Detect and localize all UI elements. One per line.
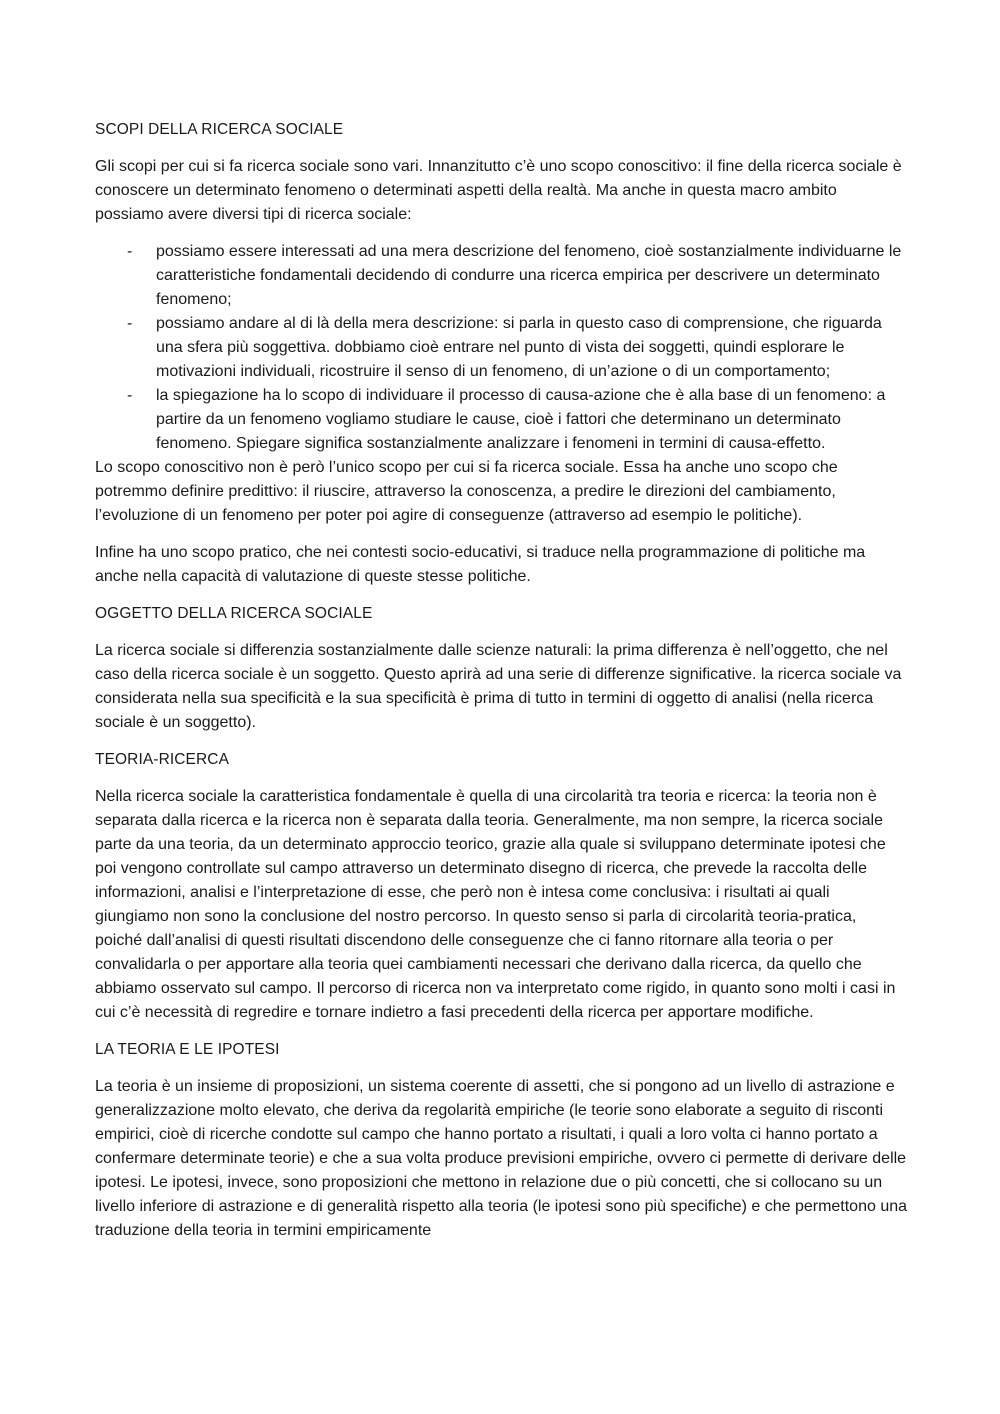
list-item bbox=[95, 312, 907, 384]
list-item-text: possiamo essere interessati ad una mera descrizione del fenomeno, cioè sostanzialmente individuarne le caratteristiche fondamentali decidendo di condurre una ricerca empirica per descrivere un determinato fenomeno; bbox=[156, 243, 902, 308]
dash-bullet: - bbox=[127, 243, 133, 260]
paragraph-scopo-pratico: Infine ha uno scopo pratico, che nei contesti socio-educativi, si traduce nella programmazione di politiche ma anche nella capacità di valutazione di queste stesse politiche. bbox=[95, 544, 866, 585]
paragraph-oggetto: La ricerca sociale si differenzia sostanzialmente dalle scienze naturali: la prima differenza è nell’oggetto, che nel caso della ricerca sociale è un soggetto. Questo aprirà ad una serie di differenze significative. la ricerca sociale va considerata nella sua specificità e la sua specificità è prima di tutto in termini di oggetto di analisi (nella ricerca sociale è un soggetto). bbox=[95, 642, 902, 731]
section-heading-scopi: SCOPI DELLA RICERCA SOCIALE bbox=[95, 121, 344, 138]
list-item-text: possiamo andare al di là della mera descrizione: si parla in questo caso di comprensione, che riguarda una sfera più soggettiva. dobbiamo cioè entrare nel punto di vista dei soggetti, quindi esplorare le motivazioni individuali, ricostruire il senso di un fenomeno, di un’azione o di un comportamento; bbox=[156, 315, 882, 380]
list-item bbox=[95, 240, 907, 312]
list-item bbox=[95, 384, 907, 456]
paragraph-teoria-ipotesi: La teoria è un insieme di proposizioni, un sistema coerente di assetti, che si pongono ad un livello di astrazione e generalizzazione molto elevato, che deriva da regolarità empiriche (le teorie sono elaborate a seguito di risconti empirici, cioè di ricerche condotte sul campo che hanno portato a risultati, i quali a loro volta ci hanno portato a confermare determinate teorie) e che a sua volta produce previsioni empiriche, ovvero ci permette di derivare delle ipotesi. Le ipotesi, invece, sono proposizioni che mettono in relazione due o più concetti, che si collocano su un livello inferiore di astrazione e di generalità rispetto alla teoria (le ipotesi sono più specifiche) e che permettono una traduzione della teoria in termini empiricamente bbox=[95, 1078, 908, 1239]
dash-bullet: - bbox=[127, 315, 133, 332]
list-item-text: la spiegazione ha lo scopo di individuare il processo di causa-azione che è alla base di un fenomeno: a partire da un fenomeno vogliamo studiare le cause, cioè i fattori che determinano un determinato fenomeno. Spiegare significa sostanzialmente analizzare i fenomeni in termini di causa-effetto. bbox=[156, 387, 886, 452]
paragraph-scopi-intro: Gli scopi per cui si fa ricerca sociale sono vari. Innanzitutto c’è uno scopo conoscitivo: il fine della ricerca sociale è conoscere un determinato fenomeno o determinati aspetti della realtà. Ma anche in questa macro ambito possiamo avere diversi tipi di ricerca sociale: bbox=[95, 158, 902, 223]
document-page bbox=[95, 118, 907, 1243]
section-heading-teoria-ipotesi: LA TEORIA E LE IPOTESI bbox=[95, 1041, 280, 1058]
section-heading-oggetto: OGGETTO DELLA RICERCA SOCIALE bbox=[95, 605, 373, 622]
paragraph-scopo-predittivo: Lo scopo conoscitivo non è però l’unico scopo per cui si fa ricerca sociale. Essa ha anche uno scopo che potremmo definire predittivo: il riuscire, attraverso la conoscenza, a predire le direzioni del cambiamento, l’evoluzione di un fenomeno per poter poi agire di conseguenze (attraverso ad esempio le politiche). bbox=[95, 459, 838, 524]
section-heading-teoria-ricerca: TEORIA-RICERCA bbox=[95, 751, 230, 768]
bullet-list-scopi bbox=[95, 240, 907, 456]
paragraph-teoria-ricerca: Nella ricerca sociale la caratteristica fondamentale è quella di una circolarità tra teoria e ricerca: la teoria non è separata dalla ricerca e la ricerca non è separata dalla teoria. Generalmente, ma non sempre, la ricerca sociale parte da una teoria, da un determinato approccio teorico, grazie alla quale si sviluppano determinate ipotesi che poi vengono controllate sul campo attraverso un determinato disegno di ricerca, che prevede la raccolta delle informazioni, analisi e l’interpretazione di esse, che però non è intesa come conclusiva: i risultati ai quali giungiamo non sono la conclusione del nostro percorso. In questo senso si parla di circolarità teoria-pratica, poiché dall’analisi di questi risultati discendono delle conseguenze che ci fanno ritornare alla teoria o per convalidarla o per apportare alla teoria quei cambiamenti necessari che derivano dalla ricerca, da quello che abbiamo osservato sul campo. Il percorso di ricerca non va interpretato come rigido, in quanto sono molti i casi in cui c’è necessità di regredire e tornare indietro a fasi precedenti della ricerca per apportare modifiche. bbox=[95, 788, 896, 1021]
dash-bullet: - bbox=[127, 387, 133, 404]
